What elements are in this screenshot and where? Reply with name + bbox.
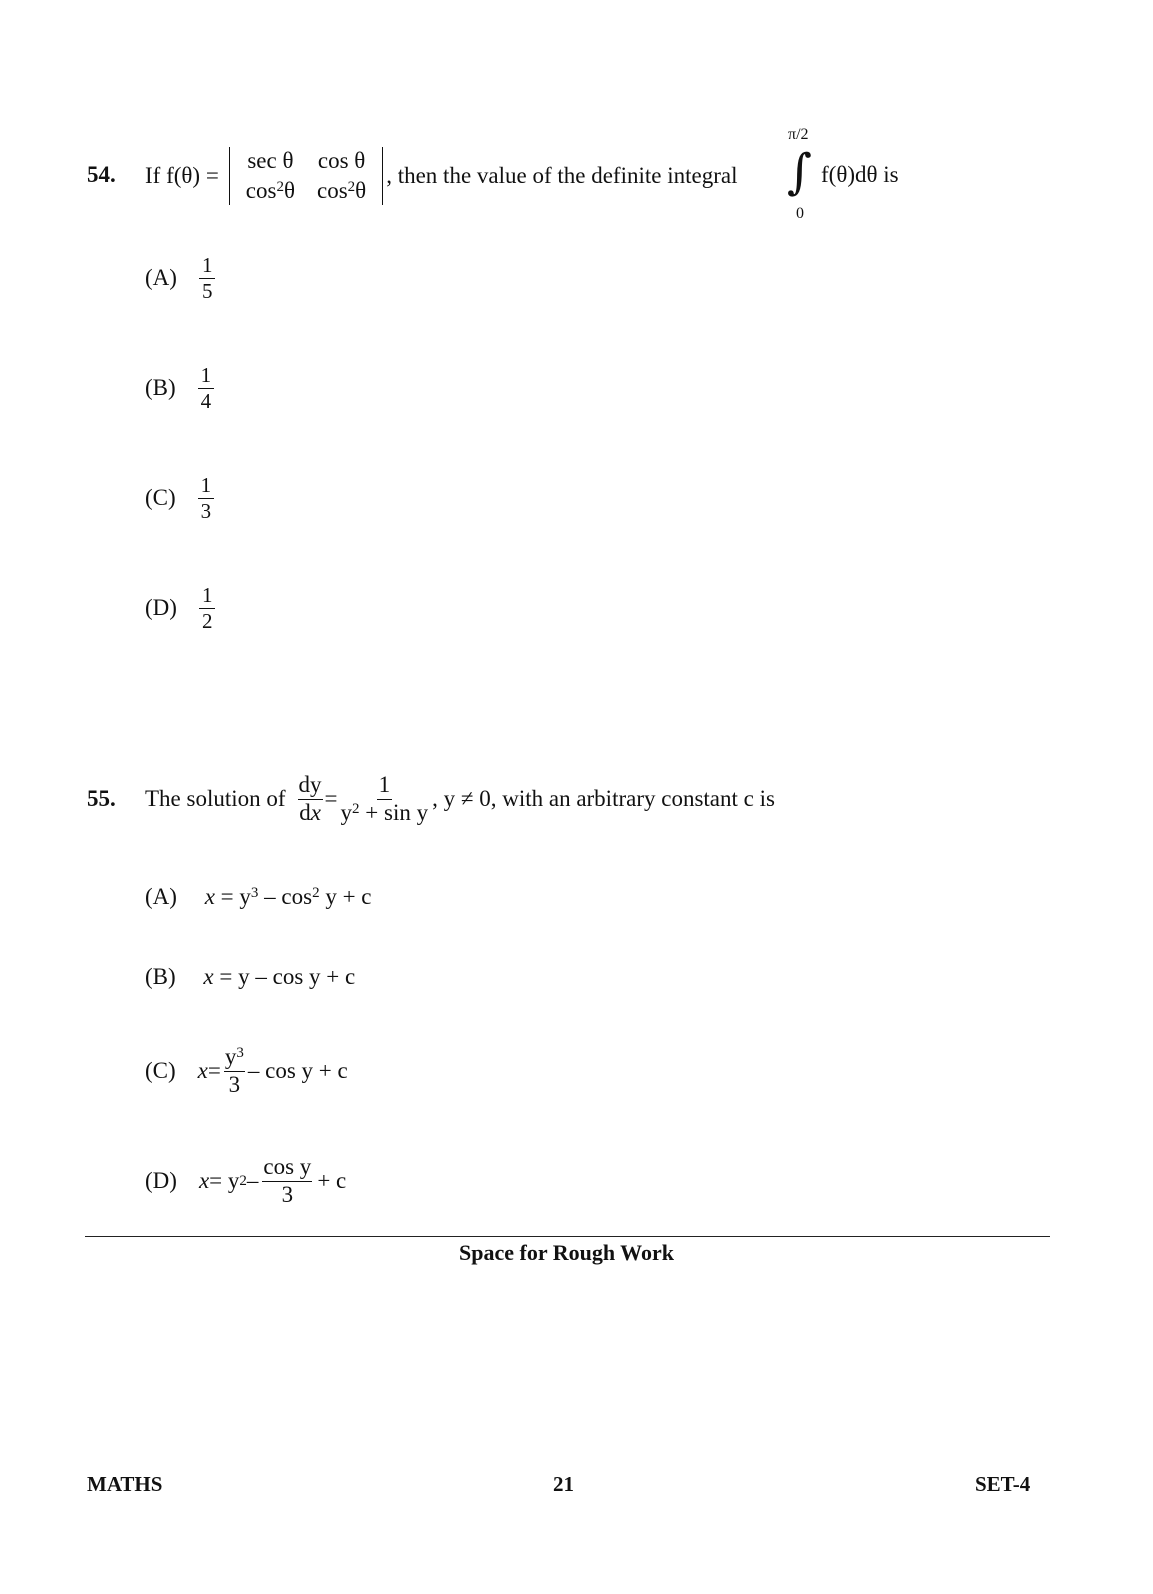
question-55-intro: The solution of — [145, 786, 286, 811]
question-54-intro: If f(θ) = — [145, 163, 219, 188]
question-54-stem — [145, 138, 737, 214]
q55-option-b[interactable] — [145, 964, 355, 990]
question-54-number: 54. — [87, 162, 116, 187]
det-a21: $\cos^2\theta$ — [245, 178, 295, 203]
option-fraction: $\frac{1}{4}$ — [198, 364, 215, 411]
footer-page-number: 21 — [553, 1472, 574, 1496]
question-54-mid-text: , then the value of the definite integral — [386, 163, 738, 188]
option-label: (A) — [145, 265, 177, 290]
equals-sign: = — [324, 786, 338, 811]
option-label: (B) — [145, 964, 176, 989]
integral-upper-limit: π/2 — [788, 126, 809, 143]
determinant — [229, 147, 383, 204]
integrand: f(θ)dθ is — [821, 162, 899, 187]
footer-subject: MATHS — [87, 1472, 163, 1496]
rough-work-label: Space for Rough Work — [459, 1240, 674, 1265]
q55-option-a[interactable] — [145, 884, 372, 910]
integral-sign: ∫ — [787, 144, 813, 200]
q55-option-d[interactable] — [145, 1152, 346, 1210]
option-label: (C) — [145, 1058, 176, 1083]
rough-work-divider — [85, 1236, 1050, 1237]
question-55-stem — [145, 768, 775, 830]
dy-dx-fraction: $\frac{dy}{dx}$ — [298, 772, 322, 825]
q54-option-d[interactable] — [145, 580, 215, 636]
question-55-number: 55. — [87, 786, 116, 811]
q54-option-a[interactable] — [145, 250, 215, 306]
integral-lower-limit: 0 — [796, 205, 804, 222]
det-a12: cos θ — [317, 148, 366, 174]
option-fraction: $\frac{1}{2}$ — [199, 584, 216, 631]
footer-set: SET-4 — [975, 1472, 1031, 1496]
option-label: (C) — [145, 485, 176, 510]
option-fraction: $\frac{1}{5}$ — [199, 254, 216, 301]
question-55-condition: , y ≠ 0, with an arbitrary constant c is — [432, 786, 775, 811]
option-label: (D) — [145, 1168, 177, 1193]
det-a11: sec θ — [247, 148, 294, 174]
rhs-fraction: $\frac{1}{y^2 + \sin y}$ — [340, 772, 429, 825]
q54-option-c[interactable] — [145, 470, 214, 526]
option-label: (A) — [145, 884, 177, 909]
q54-option-b[interactable] — [145, 360, 214, 416]
det-a22: $\cos^2\theta$ — [317, 178, 367, 203]
q55-option-c[interactable] — [145, 1042, 348, 1100]
option-label: (D) — [145, 595, 177, 620]
option-expression: x = y 2 – $\frac{\text{cos y}}{3}$ + c — [198, 1154, 347, 1207]
option-fraction: $\frac{1}{3}$ — [198, 474, 215, 521]
option-expression: x = $\frac{y^3}{3}$ – cos y + c — [197, 1044, 348, 1097]
option-expression: $x = y^3 - \cos^2 y + c$ — [204, 884, 372, 909]
option-expression: x = y – cos y + c — [203, 964, 356, 989]
option-label: (B) — [145, 375, 176, 400]
